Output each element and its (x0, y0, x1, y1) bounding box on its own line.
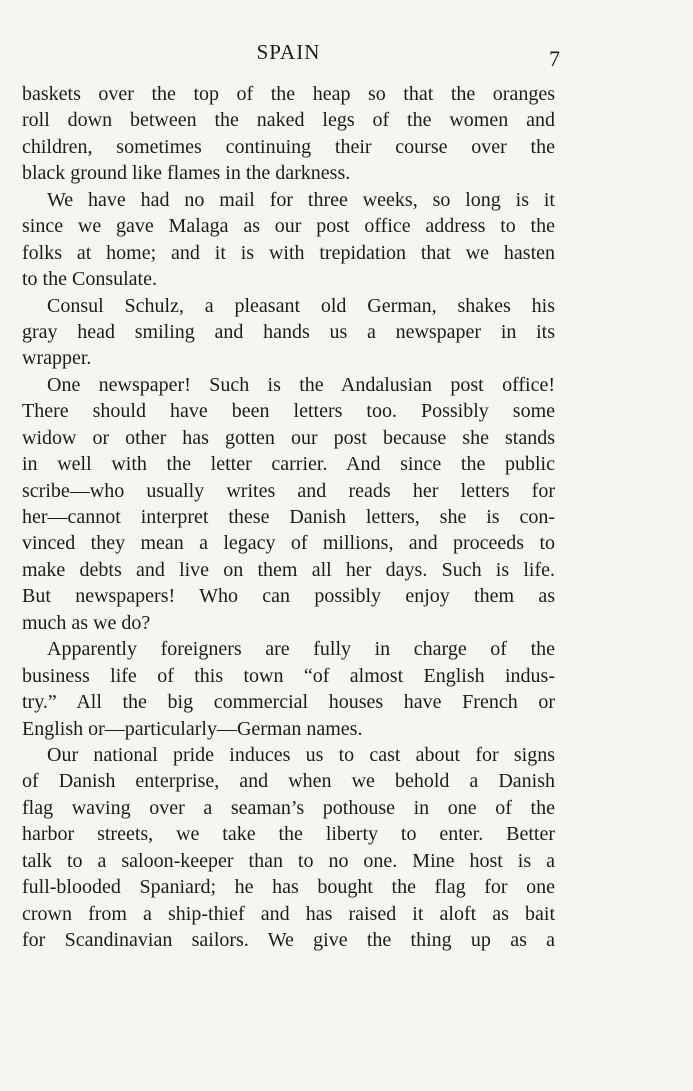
text-line: children, sometimes continuing their course over the (22, 135, 555, 158)
text-line: scribe—who usually writes and reads her letters for (22, 479, 555, 502)
text-line: of Danish enterprise, and when we behold a Danish (22, 770, 555, 793)
text-line: widow or other has gotten our post because she stands (22, 426, 555, 449)
text-line: folks at home; and it is with trepidation that we hasten (22, 241, 555, 264)
body-text (22, 81, 555, 953)
text-line: try.” All the big commercial houses have French or (22, 691, 555, 714)
text-line: roll down between the naked legs of the women and (22, 109, 555, 132)
text-line: baskets over the top of the heap so that the oranges (22, 83, 555, 105)
text-line: make debts and live on them all her days. Such is life. (22, 558, 555, 581)
text-line: Consul Schulz, a pleasant old German, shakes his (47, 294, 555, 317)
text-line: gray head smiling and hands us a newspaper in its (22, 320, 555, 343)
text-line: for Scandinavian sailors. We give the thing up as a (22, 929, 555, 951)
text-line: crown from a ship-thief and has raised it aloft as bait (22, 902, 555, 925)
text-line: talk to a saloon-keeper than to no one. Mine host is a (22, 849, 555, 872)
text-line: flag waving over a seaman’s pothouse in one of the (22, 796, 555, 819)
running-title: SPAIN (256, 40, 321, 64)
text-line: Our national pride induces us to cast about for signs (47, 743, 555, 766)
text-line: Apparently foreigners are fully in charge of the (47, 638, 555, 661)
text-line: We have had no mail for three weeks, so long is it (47, 188, 555, 211)
text-line: But newspapers! Who can possibly enjoy them as (22, 585, 555, 608)
text-line: black ground like flames in the darkness. (22, 162, 351, 185)
text-line: much as we do? (22, 611, 151, 634)
text-line: in well with the letter carrier. And since the public (22, 453, 555, 476)
text-line: One newspaper! Such is the Andalusian post office! (47, 373, 555, 396)
text-line: full-blooded Spaniard; he has bought the flag for one (22, 876, 555, 899)
text-line: to the Consulate. (22, 268, 157, 291)
text-line: since we gave Malaga as our post office address to the (22, 215, 555, 238)
text-line: vinced they mean a legacy of millions, and proceeds to (22, 532, 555, 555)
text-line: wrapper. (22, 347, 92, 370)
text-line: business life of this town “of almost English indus- (22, 664, 555, 687)
page-number: 7 (549, 46, 560, 71)
text-line: English or—particularly—German names. (22, 717, 363, 740)
text-line: her—cannot interpret these Danish letters, she is con- (22, 506, 555, 528)
text-line: harbor streets, we take the liberty to enter. Better (22, 823, 555, 846)
text-line: There should have been letters too. Possibly some (22, 400, 555, 423)
